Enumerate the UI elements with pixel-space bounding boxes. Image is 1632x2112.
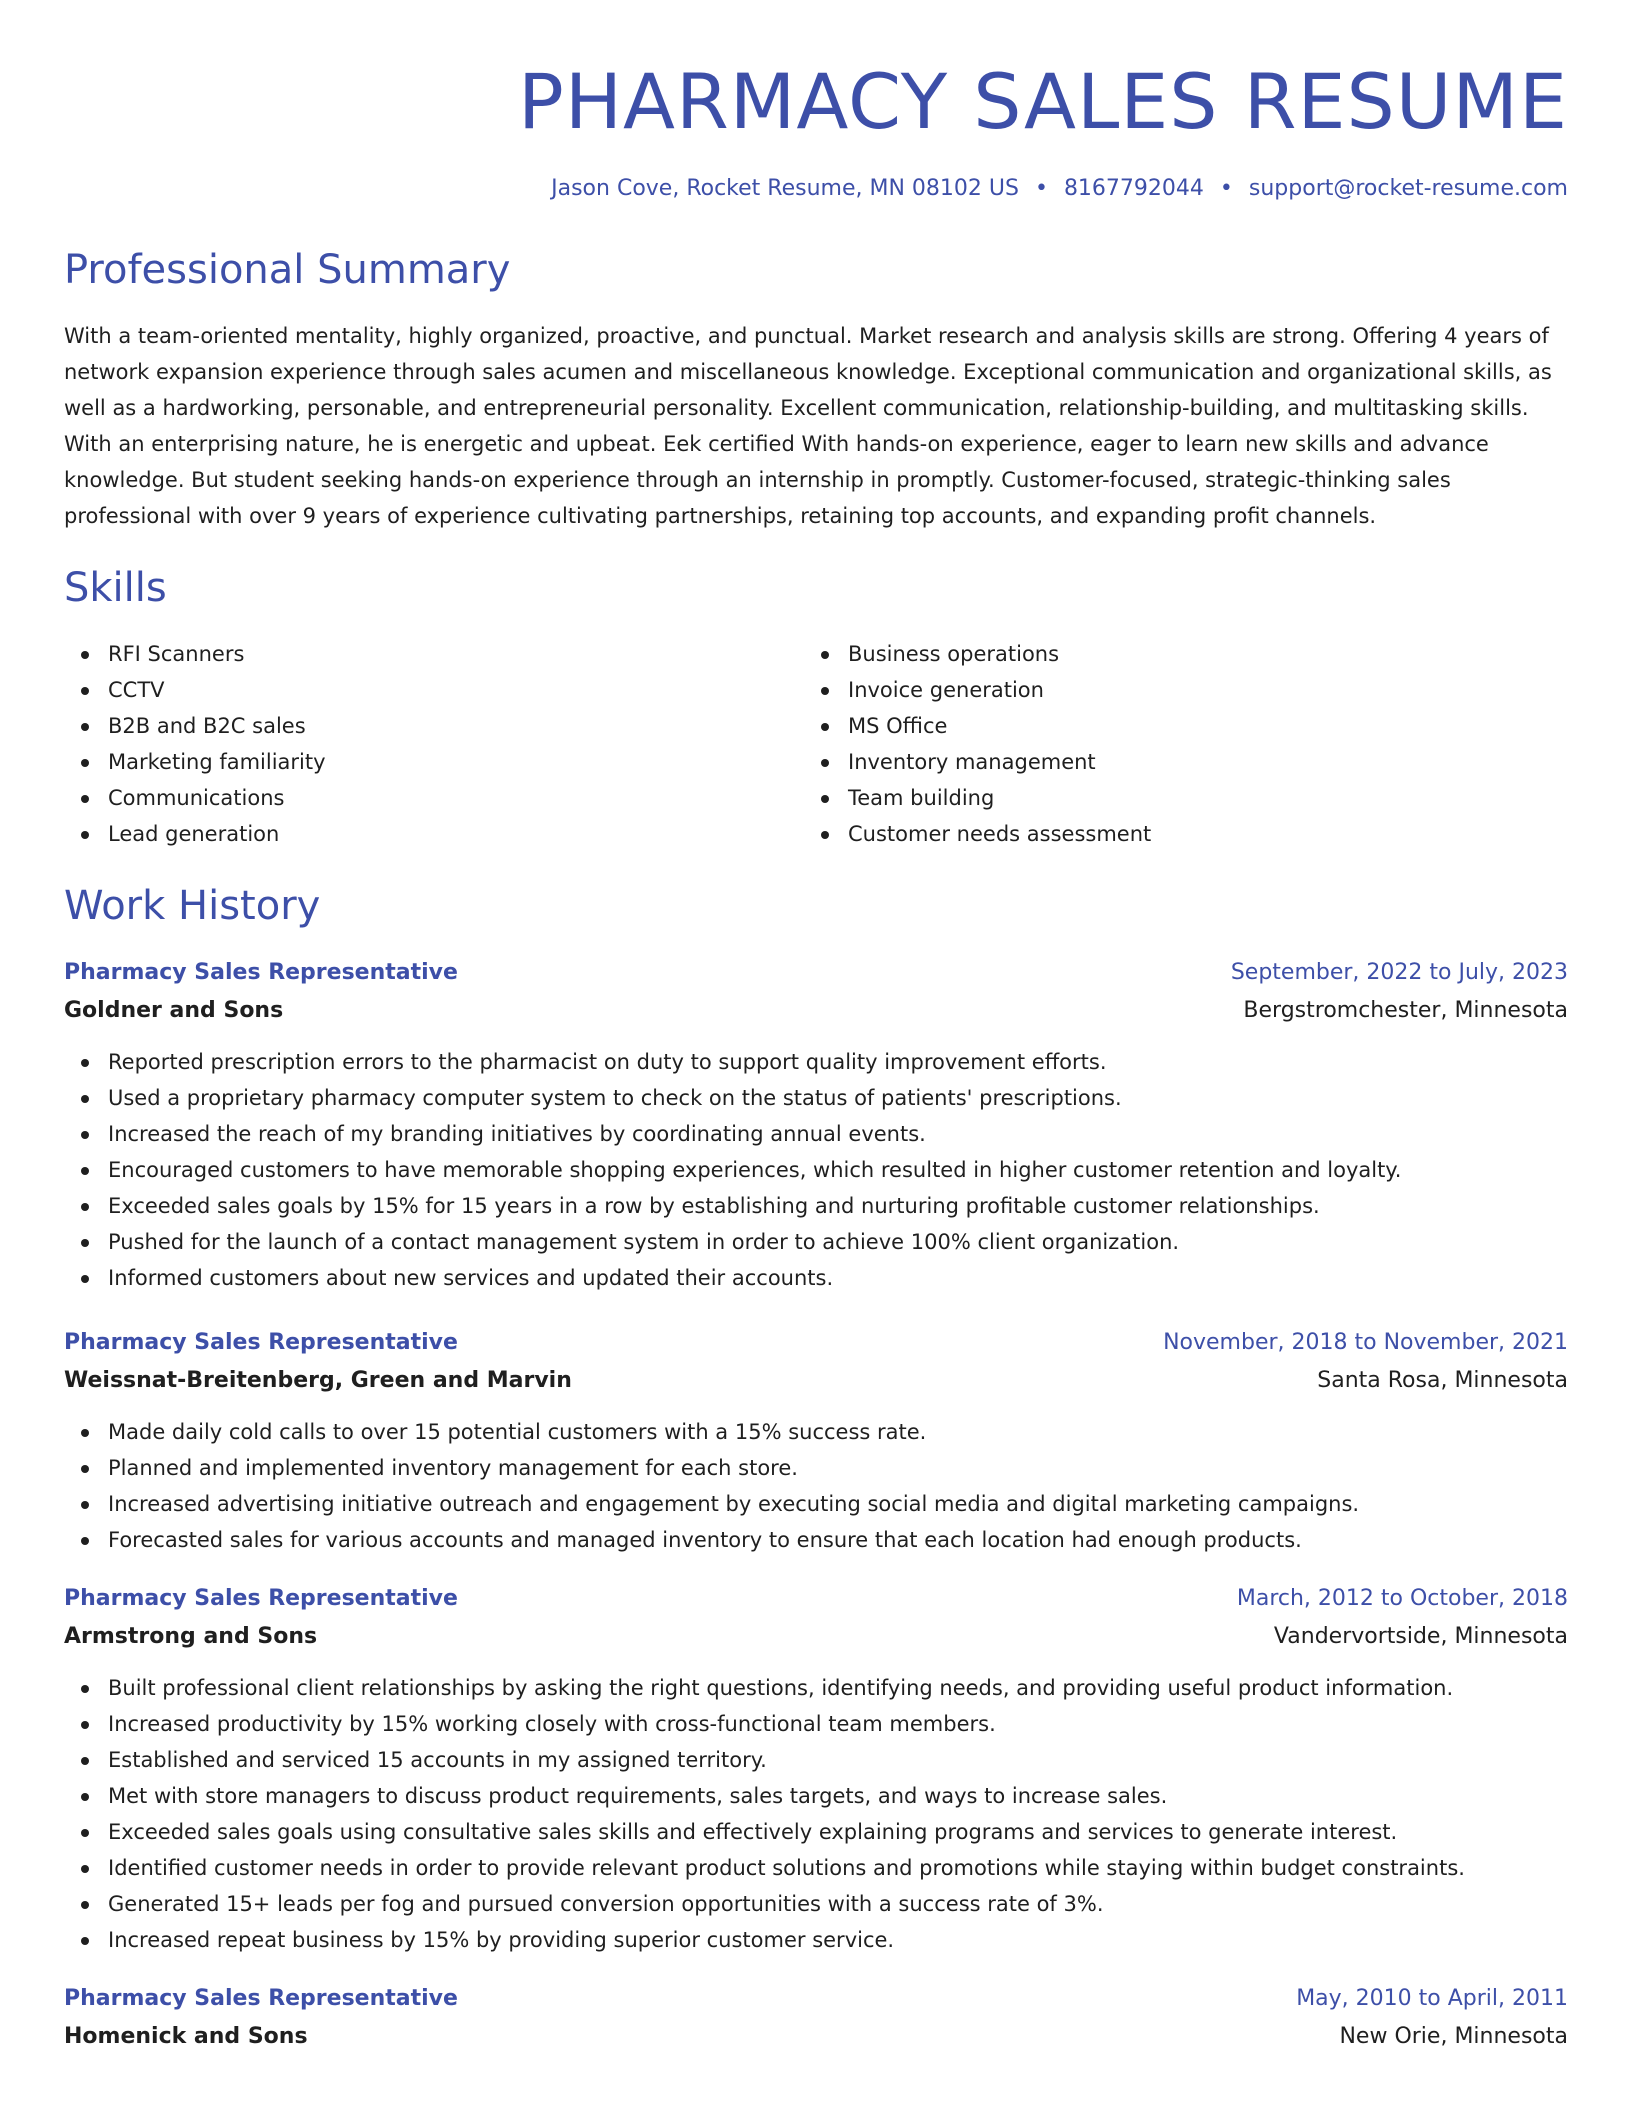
- job-entry: [64, 1580, 1568, 1958]
- skill-item: Customer needs assessment: [804, 816, 1544, 852]
- duty-item: Increased productivity by 15% working closely with cross-functional team members.: [64, 1706, 1568, 1742]
- duty-item: Made daily cold calls to over 15 potential customers with a 15% success rate.: [64, 1414, 1568, 1450]
- duty-item: Identified customer needs in order to provide relevant product solutions and promotions while staying within budget constraints.: [64, 1850, 1568, 1886]
- duty-item: Pushed for the launch of a contact management system in order to achieve 100% client organization.: [64, 1224, 1568, 1260]
- duty-item: Reported prescription errors to the pharmacist on duty to support quality improvement efforts.: [64, 1044, 1568, 1080]
- job-subheader: [64, 1362, 1568, 1400]
- job-entry: [64, 1324, 1568, 1558]
- contact-separator: •: [1034, 176, 1048, 201]
- skill-item: Inventory management: [804, 744, 1544, 780]
- job-dates: November, 2018 to November, 2021: [1163, 1330, 1568, 1355]
- summary-text: With a team-oriented mentality, highly organized, proactive, and punctual. Market research and analysis skills are strong. Offering 4 years of network expansion experience through sales acumen and miscellaneous knowledge. Exceptional communication and organizational skills, as well as a hardworking, personable, and entrepreneurial personality. Excellent communication, relationship-building, and multitasking skills. With an enterprising nature, he is energetic and upbeat. Eek certified With hands-on experience, eager to learn new skills and advance knowledge. But student seeking hands-on experience through an internship in promptly. Customer-focused, strategic-thinking sales professional with over 9 years of experience cultivating partnerships, retaining top accounts, and expanding profit channels.: [64, 324, 1552, 528]
- skill-item: RFI Scanners: [64, 636, 804, 672]
- job-header: [64, 1980, 1568, 2018]
- skill-item: B2B and B2C sales: [64, 708, 804, 744]
- skill-item: Team building: [804, 780, 1544, 816]
- skill-item: Lead generation: [64, 816, 804, 852]
- job-entry: [64, 954, 1568, 1296]
- contact-line: [64, 174, 1568, 204]
- work-history-heading: Work History: [64, 883, 321, 929]
- job-header: [64, 1324, 1568, 1362]
- duty-item: Informed customers about new services and updated their accounts.: [64, 1260, 1568, 1296]
- duty-item: Planned and implemented inventory management for each store.: [64, 1450, 1568, 1486]
- duty-item: Increased repeat business by 15% by providing superior customer service.: [64, 1922, 1568, 1958]
- skills-column-left: [64, 636, 804, 852]
- duty-item: Exceeded sales goals by 15% for 15 years in a row by establishing and nurturing profitable customer relationships.: [64, 1188, 1568, 1224]
- job-header: [64, 1580, 1568, 1618]
- job-entry: [64, 1980, 1568, 2056]
- job-location: Bergstromchester, Minnesota: [1243, 998, 1568, 1023]
- job-subheader: [64, 1618, 1568, 1656]
- duty-item: Exceeded sales goals using consultative sales skills and effectively explaining programs and services to generate interest.: [64, 1814, 1568, 1850]
- job-title: Pharmacy Sales Representative: [64, 1330, 458, 1355]
- duty-item: Built professional client relationships by asking the right questions, identifying needs, and providing useful product information.: [64, 1670, 1568, 1706]
- job-dates: May, 2010 to April, 2011: [1296, 1986, 1568, 2011]
- skill-item: Communications: [64, 780, 804, 816]
- duty-item: Established and serviced 15 accounts in my assigned territory.: [64, 1742, 1568, 1778]
- job-subheader: [64, 2018, 1568, 2056]
- job-company: Goldner and Sons: [64, 998, 284, 1023]
- summary-heading: Professional Summary: [64, 247, 511, 293]
- skills-heading: Skills: [64, 565, 167, 611]
- job-dates: September, 2022 to July, 2023: [1230, 960, 1568, 985]
- skill-item: CCTV: [64, 672, 804, 708]
- duty-item: Encouraged customers to have memorable shopping experiences, which resulted in higher customer retention and loyalty.: [64, 1152, 1568, 1188]
- job-company: Weissnat-Breitenberg, Green and Marvin: [64, 1368, 572, 1393]
- skill-item: Invoice generation: [804, 672, 1544, 708]
- skills-list: [64, 636, 1568, 852]
- job-title: Pharmacy Sales Representative: [64, 1986, 458, 2011]
- contact-address: Jason Cove, Rocket Resume, MN 08102 US: [551, 176, 1019, 201]
- job-company: Homenick and Sons: [64, 2024, 308, 2049]
- job-duties: [64, 1414, 1568, 1558]
- job-company: Armstrong and Sons: [64, 1624, 318, 1649]
- page-title: PHARMACY SALES RESUME: [517, 57, 1568, 146]
- job-duties: [64, 1670, 1568, 1958]
- job-title: Pharmacy Sales Representative: [64, 960, 458, 985]
- job-location: New Orie, Minnesota: [1339, 2024, 1568, 2049]
- job-dates: March, 2012 to October, 2018: [1236, 1586, 1568, 1611]
- job-duties: [64, 1044, 1568, 1296]
- duty-item: Used a proprietary pharmacy computer system to check on the status of patients' prescriptions.: [64, 1080, 1568, 1116]
- contact-phone: 8167792044: [1063, 176, 1204, 201]
- duty-item: Forecasted sales for various accounts and managed inventory to ensure that each location had enough products.: [64, 1522, 1568, 1558]
- skill-item: Marketing familiarity: [64, 744, 804, 780]
- duty-item: Increased the reach of my branding initiatives by coordinating annual events.: [64, 1116, 1568, 1152]
- job-location: Santa Rosa, Minnesota: [1317, 1368, 1568, 1393]
- duty-item: Met with store managers to discuss product requirements, sales targets, and ways to increase sales.: [64, 1778, 1568, 1814]
- job-subheader: [64, 992, 1568, 1030]
- skills-column-right: [804, 636, 1544, 852]
- skill-item: MS Office: [804, 708, 1544, 744]
- contact-email: support@rocket-resume.com: [1248, 176, 1568, 201]
- job-header: [64, 954, 1568, 992]
- duty-item: Generated 15+ leads per fog and pursued conversion opportunities with a success rate of 3%.: [64, 1886, 1568, 1922]
- job-title: Pharmacy Sales Representative: [64, 1586, 458, 1611]
- duty-item: Increased advertising initiative outreach and engagement by executing social media and digital marketing campaigns.: [64, 1486, 1568, 1522]
- job-location: Vandervortside, Minnesota: [1273, 1624, 1568, 1649]
- skill-item: Business operations: [804, 636, 1544, 672]
- contact-separator: •: [1219, 176, 1233, 201]
